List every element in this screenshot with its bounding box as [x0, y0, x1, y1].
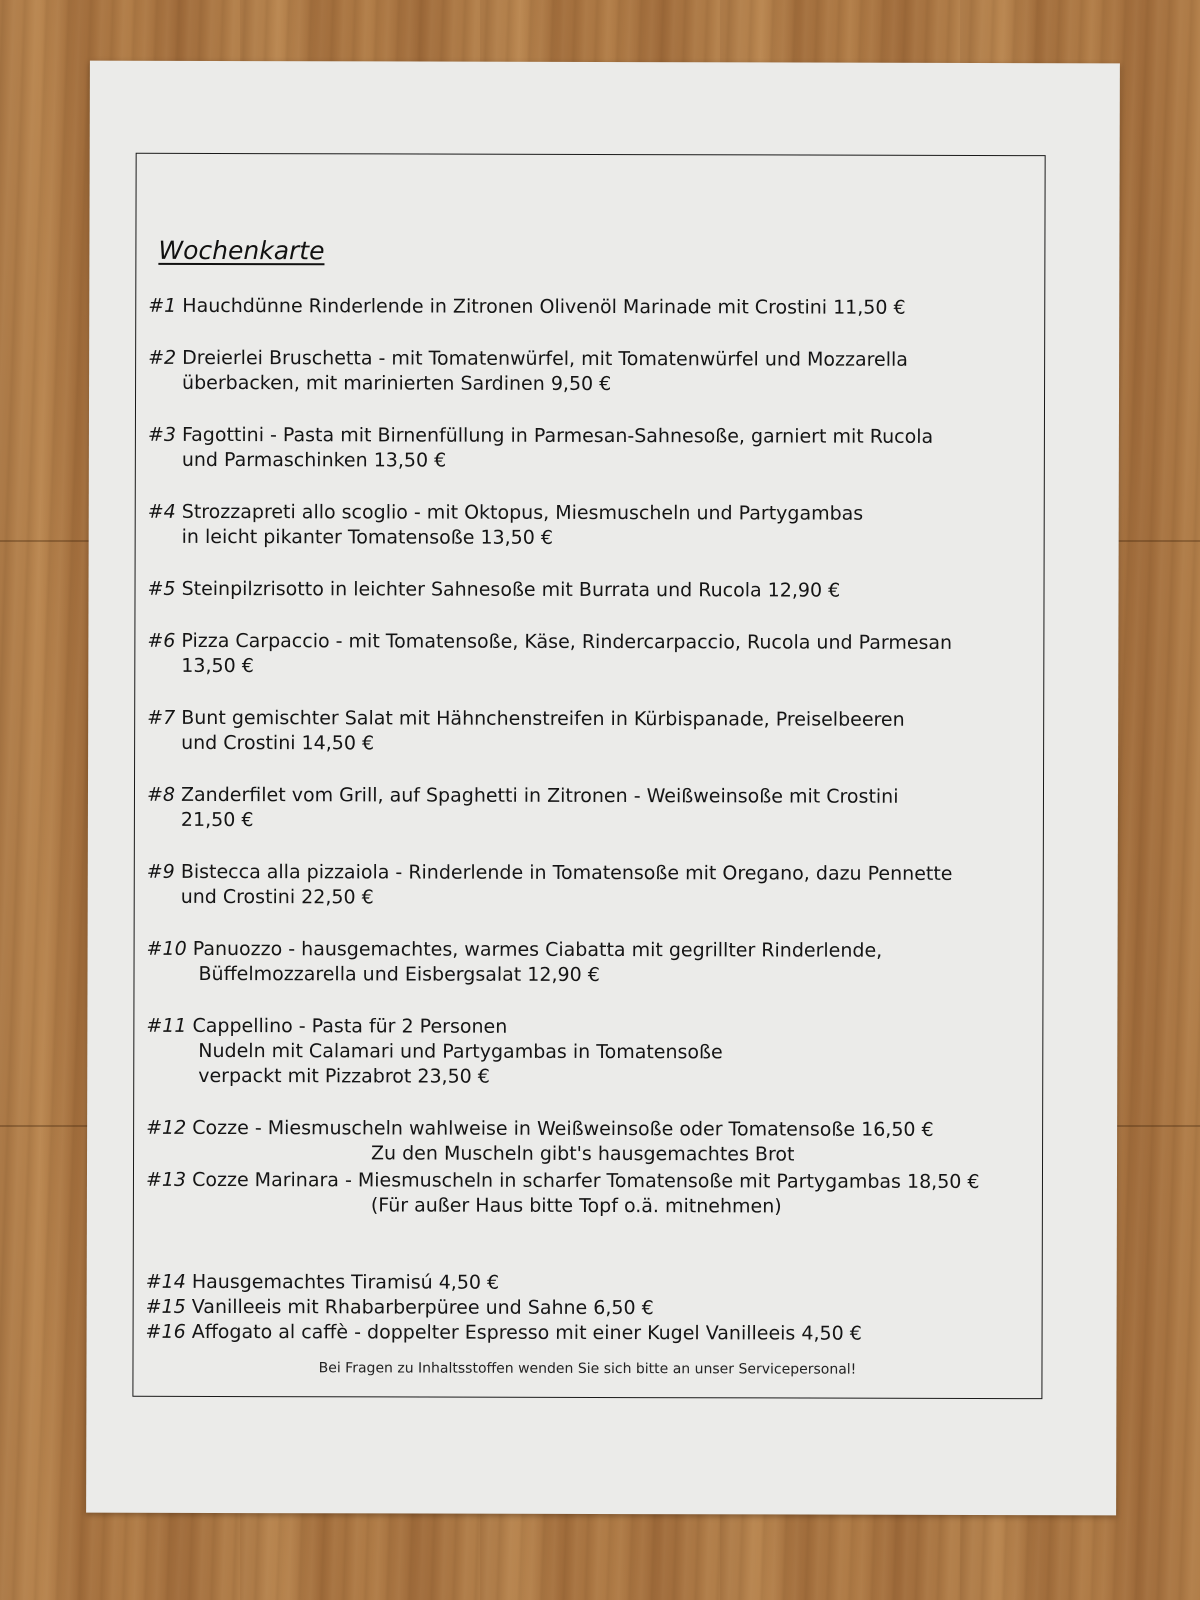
item-text: und Crostini 14,50 € — [181, 731, 375, 755]
menu-item-4 — [148, 500, 1038, 552]
item-text: Büffelmozzarella und Eisbergsalat 12,90 € — [198, 962, 600, 986]
menu-sheet — [86, 61, 1120, 1516]
menu-item-15 — [146, 1295, 1036, 1322]
item-text: Hausgemachtes Tiramisú 4,50 € — [191, 1270, 500, 1294]
menu-item-9 — [147, 860, 1037, 912]
item-text: Cappellino - Pasta für 2 Personen — [192, 1014, 508, 1038]
item-number: #4 — [147, 500, 176, 523]
item-number: #3 — [147, 423, 176, 446]
menu-item-5 — [147, 577, 1037, 604]
item-number: #12 — [146, 1116, 187, 1139]
item-number: #10 — [146, 937, 187, 960]
item-text: Steinpilzrisotto in leichter Sahnesoße mit Burrata und Rucola 12,90 € — [181, 577, 841, 602]
item-number: #1 — [148, 294, 177, 317]
item-text: Bistecca alla pizzaiola - Rinderlende in Tomatensoße mit Oregano, dazu Pennette — [180, 860, 953, 885]
item-number: #9 — [146, 860, 175, 883]
item-text: Panuozzo - hausgemachtes, warmes Ciabatta mit gegrillter Rinderlende, — [192, 937, 883, 962]
menu-frame — [132, 153, 1045, 1399]
menu-item-12 — [146, 1116, 1036, 1168]
item-number: #5 — [147, 577, 176, 600]
item-number: #2 — [148, 346, 177, 369]
item-text: Vanilleeis mit Rhabarberpüree und Sahne 6,50 € — [191, 1295, 654, 1320]
menu-title: Wochenkarte — [158, 235, 325, 266]
item-text: Cozze Marinara - Miesmuscheln in scharfer Tomatensoße mit Partygambas 18,50 € — [192, 1168, 980, 1193]
item-text: Fagottini - Pasta mit Birnenfüllung in Parmesan-Sahnesoße, garniert mit Rucola — [181, 423, 934, 448]
item-text: 21,50 € — [180, 808, 254, 832]
item-text: Pizza Carpaccio - mit Tomatensoße, Käse, Rindercarpaccio, Rucola und Parmesan — [181, 629, 953, 654]
menu-item-1 — [148, 294, 1038, 321]
item-text: (Für außer Haus bitte Topf o.ä. mitnehmen) — [370, 1194, 782, 1218]
item-text: Dreierlei Bruschetta - mit Tomatenwürfel, mit Tomatenwürfel und Mozzarella — [182, 346, 908, 371]
item-text: und Crostini 22,50 € — [180, 885, 374, 909]
item-text: Nudeln mit Calamari und Partygambas in Tomatensoße — [198, 1039, 723, 1064]
item-number: #11 — [146, 1014, 187, 1037]
item-number: #8 — [146, 783, 176, 806]
item-text: Bunt gemischter Salat mit Hähnchenstreifen in Kürbispanade, Preiselbeeren — [181, 706, 905, 731]
menu-item-2 — [148, 346, 1038, 398]
item-number: #13 — [145, 1168, 187, 1191]
item-text: Strozzapreti allo scoglio - mit Oktopus, Miesmuscheln und Partygambas — [181, 500, 864, 525]
item-text: überbacken, mit marinierten Sardinen 9,50 € — [182, 371, 612, 396]
item-text: und Parmaschinken 13,50 € — [181, 448, 447, 472]
item-text: in leicht pikanter Tomatensoße 13,50 € — [181, 525, 554, 549]
item-text: verpackt mit Pizzabrot 23,50 € — [198, 1064, 490, 1088]
menu-item-13 — [146, 1168, 1036, 1220]
menu-item-7 — [147, 706, 1037, 758]
item-number: #16 — [145, 1320, 186, 1343]
item-number: #6 — [147, 629, 176, 652]
item-text: Hauchdünne Rinderlende in Zitronen Olivenöl Marinade mit Crostini 11,50 € — [182, 294, 906, 319]
menu-items — [146, 294, 1039, 1347]
menu-item-11 — [146, 1014, 1036, 1091]
item-text: Cozze - Miesmuscheln wahlweise in Weißweinsoße oder Tomatensoße 16,50 € — [192, 1116, 934, 1141]
item-number: #7 — [147, 706, 176, 729]
menu-item-10 — [146, 937, 1036, 989]
item-text: Affogato al caffè - doppelter Espresso mit einer Kugel Vanilleeis 4,50 € — [191, 1320, 862, 1345]
allergen-note: Bei Fragen zu Inhaltsstoffen wenden Sie sich bitte an unser Servicepersonal! — [318, 1360, 857, 1378]
menu-item-16 — [146, 1320, 1036, 1347]
item-number: #14 — [145, 1270, 186, 1293]
item-text: Zu den Muscheln gibt's hausgemachtes Brot — [371, 1142, 795, 1166]
menu-item-14 — [146, 1270, 1036, 1297]
item-text: 13,50 € — [181, 654, 254, 678]
menu-item-8 — [147, 783, 1037, 835]
menu-item-3 — [148, 423, 1038, 475]
item-text: Zanderfilet vom Grill, auf Spaghetti in Zitronen - Weißweinsoße mit Crostini — [181, 783, 899, 808]
menu-item-6 — [147, 629, 1037, 681]
item-number: #15 — [145, 1295, 186, 1318]
